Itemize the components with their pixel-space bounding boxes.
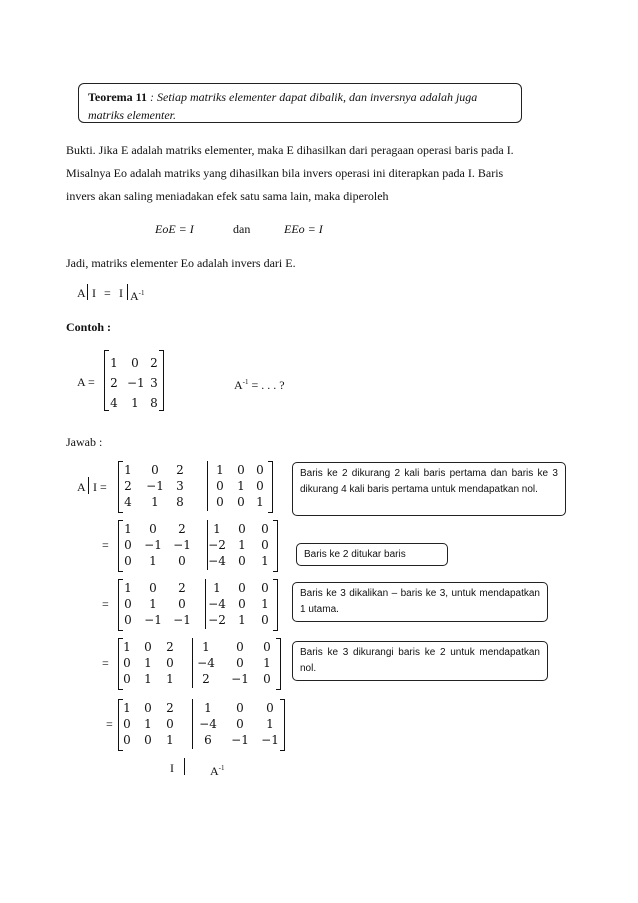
step-right-cell: −4 bbox=[197, 656, 215, 670]
step-right-cell: 0 bbox=[238, 522, 246, 536]
schema-bar-1 bbox=[87, 284, 88, 300]
step-left-cell: 1 bbox=[144, 672, 152, 686]
step-right-cell: −4 bbox=[208, 554, 226, 568]
step-equals: = bbox=[102, 538, 109, 552]
equation-middle: dan bbox=[233, 222, 251, 236]
conclusion: Jadi, matriks elementer Eo adalah invers dari E. bbox=[66, 256, 296, 270]
step-divider bbox=[192, 638, 193, 688]
step-divider bbox=[192, 699, 193, 749]
matrix-cell: 1 bbox=[131, 396, 139, 410]
equation-right: EEo = I bbox=[284, 222, 323, 236]
step-note-text: Baris ke 2 dikurang 2 kali baris pertama dan baris ke 3 dikurang 4 kali baris pertama untuk mendapatkan nol. bbox=[300, 468, 558, 495]
step-left-cell: 0 bbox=[124, 538, 132, 552]
step-left-cell: 2 bbox=[178, 581, 186, 595]
schema-eq: = bbox=[104, 286, 111, 300]
matrix-cell: 8 bbox=[150, 396, 158, 410]
step-right-cell: 1 bbox=[204, 701, 212, 715]
step-left-cell: −1 bbox=[144, 613, 162, 627]
step-left-cell: 2 bbox=[124, 479, 132, 493]
answer-label-bar bbox=[88, 477, 89, 494]
step-left-cell: 1 bbox=[123, 640, 131, 654]
step-left-cell: 3 bbox=[176, 479, 184, 493]
step-right-cell: 1 bbox=[213, 581, 221, 595]
step-left-cell: 0 bbox=[144, 733, 152, 747]
step-right-cell: 1 bbox=[213, 522, 221, 536]
step-left-cell: 1 bbox=[124, 581, 132, 595]
step-right-cell: 0 bbox=[216, 495, 224, 509]
step-right-cell: 1 bbox=[263, 656, 271, 670]
step-right-cell: −1 bbox=[261, 733, 279, 747]
step-right-cell: 1 bbox=[238, 613, 246, 627]
theorem-box bbox=[78, 83, 522, 123]
step-right-cell: 0 bbox=[256, 479, 264, 493]
step-left-cell: 0 bbox=[123, 656, 131, 670]
example-question: $A^{-1}$ = . . . ? bbox=[234, 378, 285, 392]
matrix-cell: 4 bbox=[110, 396, 118, 410]
step-left-cell: 1 bbox=[151, 495, 159, 509]
step-left-cell: 2 bbox=[178, 522, 186, 536]
step-right-cell: 1 bbox=[216, 463, 224, 477]
step-left-cell: 1 bbox=[123, 701, 131, 715]
step-left-cell: 1 bbox=[166, 733, 174, 747]
schema-bar-2 bbox=[127, 284, 128, 300]
schema-a-inv: $A^{-1}$ bbox=[130, 289, 145, 303]
step-equals: = bbox=[106, 717, 113, 731]
proof-line-2: Misalnya Eo adalah matriks yang dihasilkan bila invers operasi ini diterapkan pada I. Baris bbox=[66, 166, 504, 180]
step-left-cell: 0 bbox=[149, 522, 157, 536]
step-right-cell: 1 bbox=[202, 640, 210, 654]
step-left-cell: 1 bbox=[149, 597, 157, 611]
step-left-cell: 0 bbox=[123, 733, 131, 747]
step-right-cell: 0 bbox=[238, 597, 246, 611]
step-left-cell: 0 bbox=[166, 717, 174, 731]
step-left-cell: 0 bbox=[144, 701, 152, 715]
step-left-cell: 1 bbox=[166, 672, 174, 686]
step-right-cell: 0 bbox=[266, 701, 274, 715]
schema-i-right: I bbox=[119, 286, 123, 300]
step-right-cell: 0 bbox=[238, 554, 246, 568]
matrix-cell: 3 bbox=[150, 376, 158, 390]
step-right-cell: 0 bbox=[236, 656, 244, 670]
step-right-cell: 1 bbox=[237, 479, 245, 493]
step-left-cell: 0 bbox=[144, 640, 152, 654]
step-right-cell: −4 bbox=[199, 717, 217, 731]
step-left-cell: 0 bbox=[178, 554, 186, 568]
equation-left: EoE = I bbox=[155, 222, 194, 236]
step-left-cell: 1 bbox=[144, 717, 152, 731]
step-equals: = bbox=[102, 597, 109, 611]
step-right-cell: 6 bbox=[204, 733, 212, 747]
step-right-cell: 0 bbox=[236, 717, 244, 731]
step-left-cell: 0 bbox=[123, 717, 131, 731]
theorem-text: Setiap matriks elementer dapat dibalik, dan inversnya adalah juga matriks elementer. bbox=[88, 90, 478, 122]
step-right-cell: 0 bbox=[261, 522, 269, 536]
step-left-cell: 0 bbox=[124, 613, 132, 627]
matrix-cell: −1 bbox=[127, 376, 145, 390]
step-left-cell: 0 bbox=[123, 672, 131, 686]
step-left-cell: 2 bbox=[166, 701, 174, 715]
step-right-cell: 1 bbox=[238, 538, 246, 552]
step-right-cell: 0 bbox=[237, 495, 245, 509]
step-left-cell: 8 bbox=[176, 495, 184, 509]
final-i: I bbox=[170, 761, 174, 775]
step-note-text: Baris ke 2 ditukar baris bbox=[304, 549, 406, 560]
step-left-cell: −1 bbox=[146, 479, 164, 493]
step-left-cell: 1 bbox=[149, 554, 157, 568]
step-left-cell: 0 bbox=[124, 597, 132, 611]
step-right-cell: 0 bbox=[261, 538, 269, 552]
example-label: A = bbox=[77, 375, 95, 389]
step-left-cell: −1 bbox=[173, 613, 191, 627]
step-right-cell: −2 bbox=[208, 613, 226, 627]
step-left-cell: 4 bbox=[124, 495, 132, 509]
step-right-cell: 1 bbox=[256, 495, 264, 509]
step-note bbox=[296, 543, 448, 566]
step-note-text: Baris ke 3 dikurangi baris ke 2 untuk mendapatkan nol. bbox=[300, 647, 540, 674]
step-left-cell: 1 bbox=[124, 463, 132, 477]
theorem-sep: : bbox=[147, 90, 157, 104]
step-note-text: Baris ke 3 dikalikan – baris ke 3, untuk mendapatkan 1 utama. bbox=[300, 588, 540, 615]
step-right-cell: −2 bbox=[208, 538, 226, 552]
answer-title: Jawab : bbox=[66, 435, 103, 449]
step-right-cell: 0 bbox=[237, 463, 245, 477]
step-right-cell: −1 bbox=[231, 733, 249, 747]
theorem-label: Teorema 11 bbox=[88, 90, 147, 104]
example-title: Contoh : bbox=[66, 320, 112, 334]
matrix-cell: 0 bbox=[131, 356, 139, 370]
step-right-cell: 1 bbox=[261, 597, 269, 611]
step-left-cell: 1 bbox=[124, 522, 132, 536]
step-right-cell: −1 bbox=[231, 672, 249, 686]
proof-line-3: invers akan saling meniadakan efek satu sama lain, maka diperoleh bbox=[66, 189, 389, 203]
step-note bbox=[292, 641, 548, 681]
step-left-cell: −1 bbox=[173, 538, 191, 552]
step-left-cell: 0 bbox=[178, 597, 186, 611]
final-bar bbox=[184, 758, 185, 775]
schema-i-left: I bbox=[92, 286, 96, 300]
answer-label-a: A bbox=[77, 480, 86, 494]
matrix-cell: 2 bbox=[150, 356, 158, 370]
step-right-cell: 0 bbox=[261, 581, 269, 595]
step-equals: = bbox=[102, 656, 109, 670]
step-left-cell: −1 bbox=[144, 538, 162, 552]
step-right-cell: 0 bbox=[216, 479, 224, 493]
matrix-cell: 1 bbox=[110, 356, 118, 370]
step-left-cell: 2 bbox=[166, 640, 174, 654]
matrix-cell: 2 bbox=[110, 376, 118, 390]
step-right-cell: 1 bbox=[266, 717, 274, 731]
step-right-cell: 0 bbox=[263, 640, 271, 654]
step-note bbox=[292, 462, 566, 516]
step-right-cell: 1 bbox=[261, 554, 269, 568]
step-left-cell: 0 bbox=[149, 581, 157, 595]
step-left-cell: 0 bbox=[124, 554, 132, 568]
step-note bbox=[292, 582, 548, 622]
final-a-inv: $A^{-1}$ bbox=[210, 764, 225, 778]
step-right-cell: −4 bbox=[208, 597, 226, 611]
step-right-cell: 2 bbox=[202, 672, 210, 686]
step-left-cell: 1 bbox=[144, 656, 152, 670]
step-right-cell: 0 bbox=[261, 613, 269, 627]
step-right-cell: 0 bbox=[256, 463, 264, 477]
step-right-cell: 0 bbox=[236, 640, 244, 654]
answer-label-i: I = bbox=[93, 480, 107, 494]
proof-line-1: Bukti. Jika E adalah matriks elementer, maka E dihasilkan dari peragaan operasi baris pada I. bbox=[66, 143, 514, 157]
step-divider bbox=[207, 461, 208, 511]
step-left-cell: 0 bbox=[151, 463, 159, 477]
step-left-cell: 0 bbox=[166, 656, 174, 670]
step-right-cell: 0 bbox=[236, 701, 244, 715]
schema-a: A bbox=[77, 286, 86, 300]
step-left-cell: 2 bbox=[176, 463, 184, 477]
step-right-cell: 0 bbox=[263, 672, 271, 686]
step-right-cell: 0 bbox=[238, 581, 246, 595]
